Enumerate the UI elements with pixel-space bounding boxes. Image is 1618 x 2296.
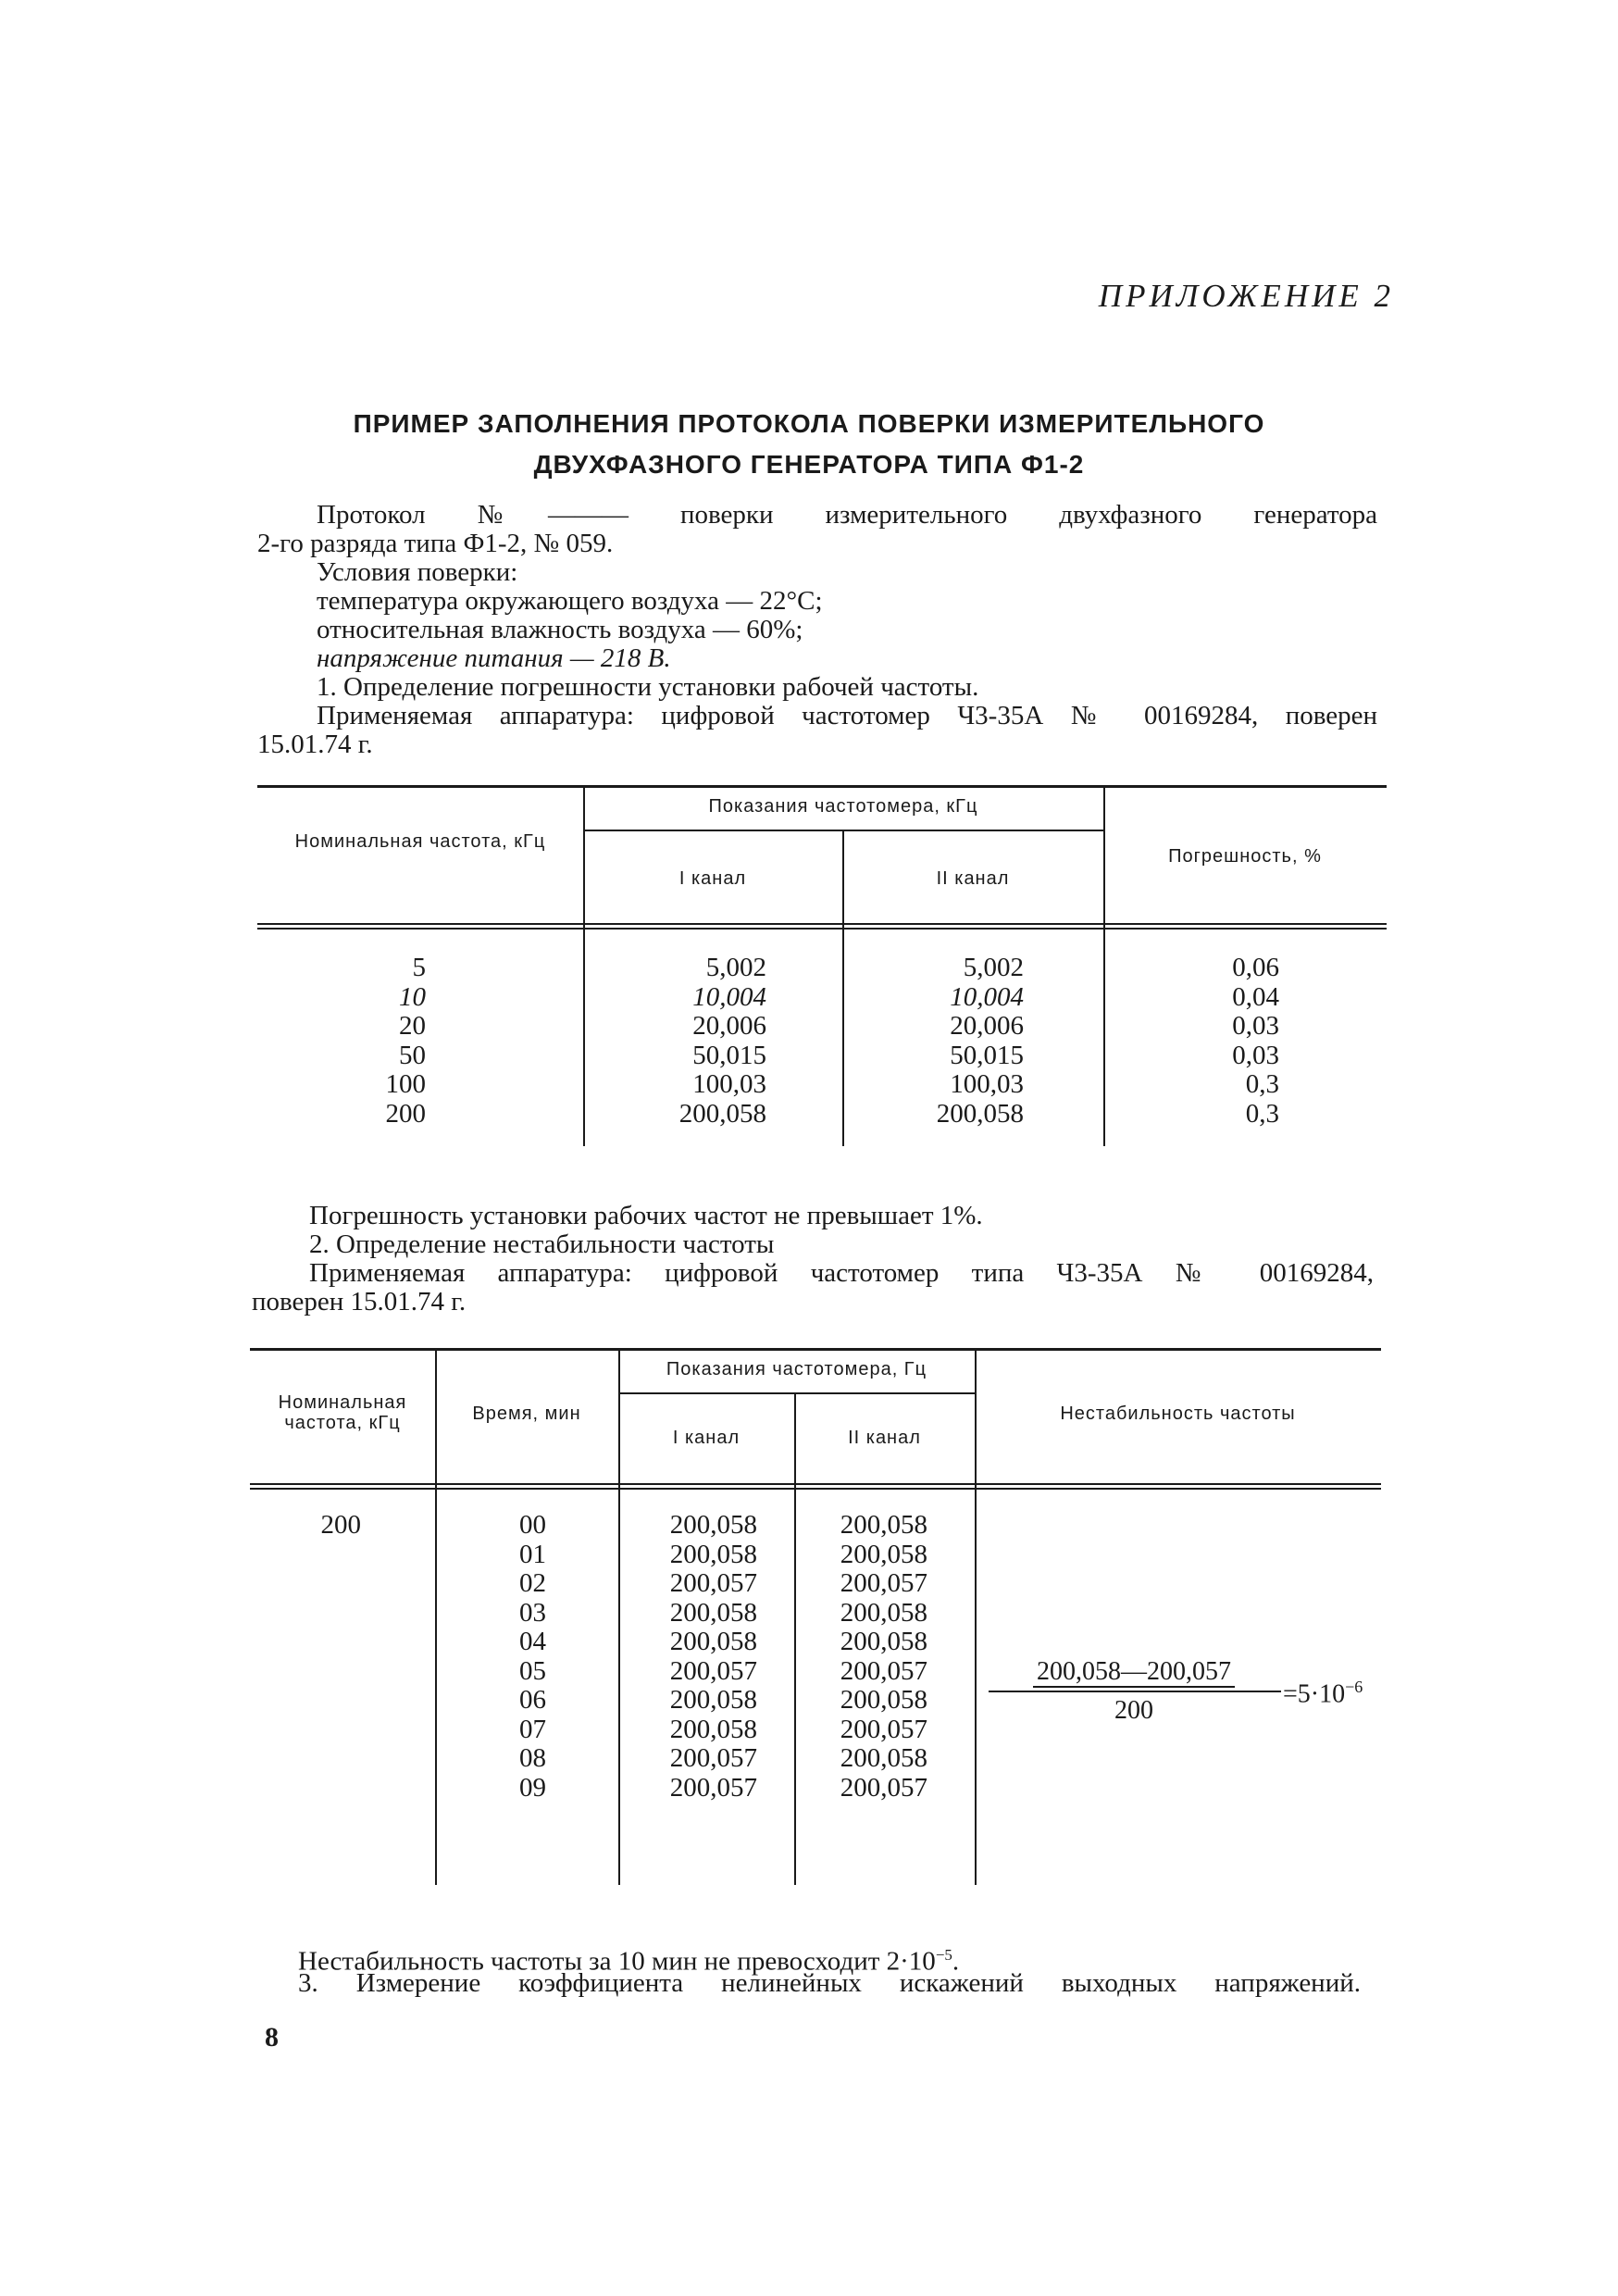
formula-exponent: −6 <box>1345 1678 1363 1696</box>
section-3-heading: 3. Измерение коэффициента нелинейных искажений выходных напряжений. <box>298 1968 1361 1998</box>
table2-col-nominal <box>250 1511 361 1541</box>
table-cell: 0,3 <box>1245 1098 1279 1129</box>
table2-col-time <box>435 1511 546 1803</box>
table2-top-rule <box>250 1348 1381 1351</box>
table-cell: 06 <box>519 1685 546 1715</box>
table-cell: 200,058 <box>669 1627 757 1656</box>
table2-header-time: Время, мин <box>472 1404 581 1424</box>
table-frequency-error <box>257 785 1387 1146</box>
table-cell: 200,058 <box>840 1597 927 1628</box>
table-cell: 100 <box>385 1069 426 1099</box>
table-cell: 5,002 <box>705 953 766 982</box>
table-cell: 200,058 <box>669 1597 757 1628</box>
table-cell: 50,015 <box>692 1040 766 1070</box>
table1-col-ch2 <box>842 954 1024 1129</box>
table-cell: 05 <box>519 1655 546 1686</box>
table-cell: 200,058 <box>669 1685 757 1715</box>
table-cell: 200,058 <box>678 1098 766 1129</box>
apparatus-1-line-2: 15.01.74 г. <box>257 730 373 759</box>
formula-result: =5·10 <box>1283 1679 1346 1709</box>
table-cell: 200,058 <box>669 1510 757 1540</box>
table-cell: 100,03 <box>950 1069 1024 1099</box>
table-frequency-instability <box>250 1348 1381 1885</box>
title-line-1: ПРИМЕР ЗАПОЛНЕНИЯ ПРОТОКОЛА ПОВЕРКИ ИЗМЕРИТЕЛЬНОГО <box>353 409 1265 438</box>
table-cell: 200,057 <box>840 1772 927 1803</box>
table-cell: 200,057 <box>669 1772 757 1803</box>
condition-temperature: температура окружающего воздуха — 22°С; <box>317 586 823 616</box>
table-cell: 20 <box>399 1011 426 1041</box>
table-cell: 10,004 <box>692 981 766 1012</box>
table2-col-ch2 <box>794 1511 927 1803</box>
table-cell: 200,058 <box>840 1510 927 1540</box>
table-cell: 200,058 <box>840 1627 927 1656</box>
protocol-line-1: Протокол №——— поверки измерительного двухфазного генератора <box>317 500 1377 530</box>
appendix-label: ПРИЛОЖЕНИЕ 2 <box>1098 278 1394 314</box>
table2-header-nominal: Номинальная частота, кГц <box>278 1392 407 1433</box>
table-cell: 200,058 <box>936 1098 1024 1129</box>
table-cell: 03 <box>519 1597 546 1628</box>
conditions-label: Условия поверки: <box>317 557 518 587</box>
table1-col-ch1 <box>583 954 766 1129</box>
table1-header-rule-a <box>257 923 1387 925</box>
page-number: 8 <box>265 2022 279 2053</box>
table-cell: 0,3 <box>1245 1069 1279 1099</box>
table-cell: 0,06 <box>1232 953 1279 982</box>
table2-header-readings: Показания частотомера, Гц <box>666 1359 927 1379</box>
table-cell: 5 <box>412 953 426 982</box>
table-cell: 5,002 <box>963 953 1024 982</box>
apparatus-1-line-1: Применяемая аппаратура: цифровой частотомер Ч3-35А № 00169284, поверен <box>317 701 1377 730</box>
table-cell: 20,006 <box>692 1011 766 1041</box>
formula-numerator: 200,058—200,057 <box>1033 1657 1235 1688</box>
table-cell: 02 <box>519 1568 546 1598</box>
table-cell: 200,057 <box>840 1568 927 1598</box>
table-cell: 04 <box>519 1627 546 1656</box>
table-cell: 09 <box>519 1772 546 1803</box>
table-cell: 08 <box>519 1743 546 1773</box>
section-1-heading: 1. Определение погрешности установки рабочей частоты. <box>317 672 979 702</box>
condition-voltage: напряжение питания — 218 В. <box>317 643 671 673</box>
table-cell: 200,058 <box>840 1743 927 1773</box>
table2-header-ch2: II канал <box>848 1428 921 1448</box>
condition-humidity: относительная влажность воздуха — 60%; <box>317 615 803 644</box>
result-2-text: Нестабильность частоты за 10 мин не превосходит 2·10 <box>298 1946 936 1977</box>
table-cell: 200,058 <box>669 1714 757 1744</box>
protocol-line-2: 2-го разряда типа Ф1-2, № 059. <box>257 529 614 558</box>
result-2-exponent: −5 <box>935 1946 952 1964</box>
table1-top-rule <box>257 785 1387 788</box>
table-cell: 200 <box>320 1510 361 1540</box>
table1-header-nominal: Номинальная частота, кГц <box>294 831 546 852</box>
table-cell: 200,057 <box>840 1655 927 1686</box>
table-cell: 200,058 <box>669 1539 757 1569</box>
table-cell: 200 <box>385 1098 426 1129</box>
table-cell: 100,03 <box>692 1069 766 1099</box>
table1-header-error: Погрешность, % <box>1168 846 1322 867</box>
table1-col-error <box>1103 954 1279 1129</box>
table1-header-ch1: I канал <box>678 868 747 889</box>
table2-col-ch1 <box>618 1511 757 1803</box>
table-cell: 200,057 <box>840 1714 927 1744</box>
table-cell: 200,058 <box>840 1685 927 1715</box>
table1-header-readings: Показания частотомера, кГц <box>708 796 978 817</box>
result-1: Погрешность установки рабочих частот не превышает 1%. <box>309 1201 983 1230</box>
table1-col-nominal <box>257 954 426 1129</box>
apparatus-2-line-1: Применяемая аппаратура: цифровой частотомер типа Ч3-35А № 00169284, <box>309 1258 1374 1288</box>
table2-header-instability: Нестабильность частоты <box>1060 1404 1296 1424</box>
table-cell: 50 <box>399 1040 426 1070</box>
formula-denominator: 200 <box>1114 1696 1153 1725</box>
table-cell: 50,015 <box>950 1040 1024 1070</box>
table1-header-rule-b <box>257 928 1387 930</box>
table-cell: 0,03 <box>1232 1011 1279 1041</box>
table-cell: 20,006 <box>950 1011 1024 1041</box>
table-cell: 01 <box>519 1539 546 1569</box>
table2-header-ch1: I канал <box>672 1428 741 1448</box>
table-cell: 200,057 <box>669 1743 757 1773</box>
table-cell: 200,057 <box>669 1568 757 1598</box>
table-cell: 0,03 <box>1232 1040 1279 1070</box>
table-cell: 200,057 <box>669 1655 757 1686</box>
formula-fraction-bar <box>989 1691 1281 1692</box>
table-cell: 00 <box>519 1510 546 1540</box>
table2-sub-rule <box>618 1392 975 1394</box>
table2-col-divider-4 <box>975 1348 977 1885</box>
page-title <box>0 404 1618 485</box>
table2-header-rule-b <box>250 1488 1381 1490</box>
apparatus-2-line-2: поверен 15.01.74 г. <box>252 1287 467 1316</box>
table-cell: 0,04 <box>1232 981 1279 1012</box>
table2-header-rule-a <box>250 1483 1381 1485</box>
table-cell: 10,004 <box>950 981 1024 1012</box>
table1-header-ch2: II канал <box>936 868 1010 889</box>
result-2-end: . <box>952 1946 960 1977</box>
table-cell: 07 <box>519 1714 546 1744</box>
title-line-2: ДВУХФАЗНОГО ГЕНЕРАТОРА ТИПА Ф1-2 <box>533 450 1085 479</box>
section-2-heading: 2. Определение нестабильности частоты <box>309 1229 775 1259</box>
table-cell: 10 <box>399 981 426 1012</box>
table-cell: 200,058 <box>840 1539 927 1569</box>
